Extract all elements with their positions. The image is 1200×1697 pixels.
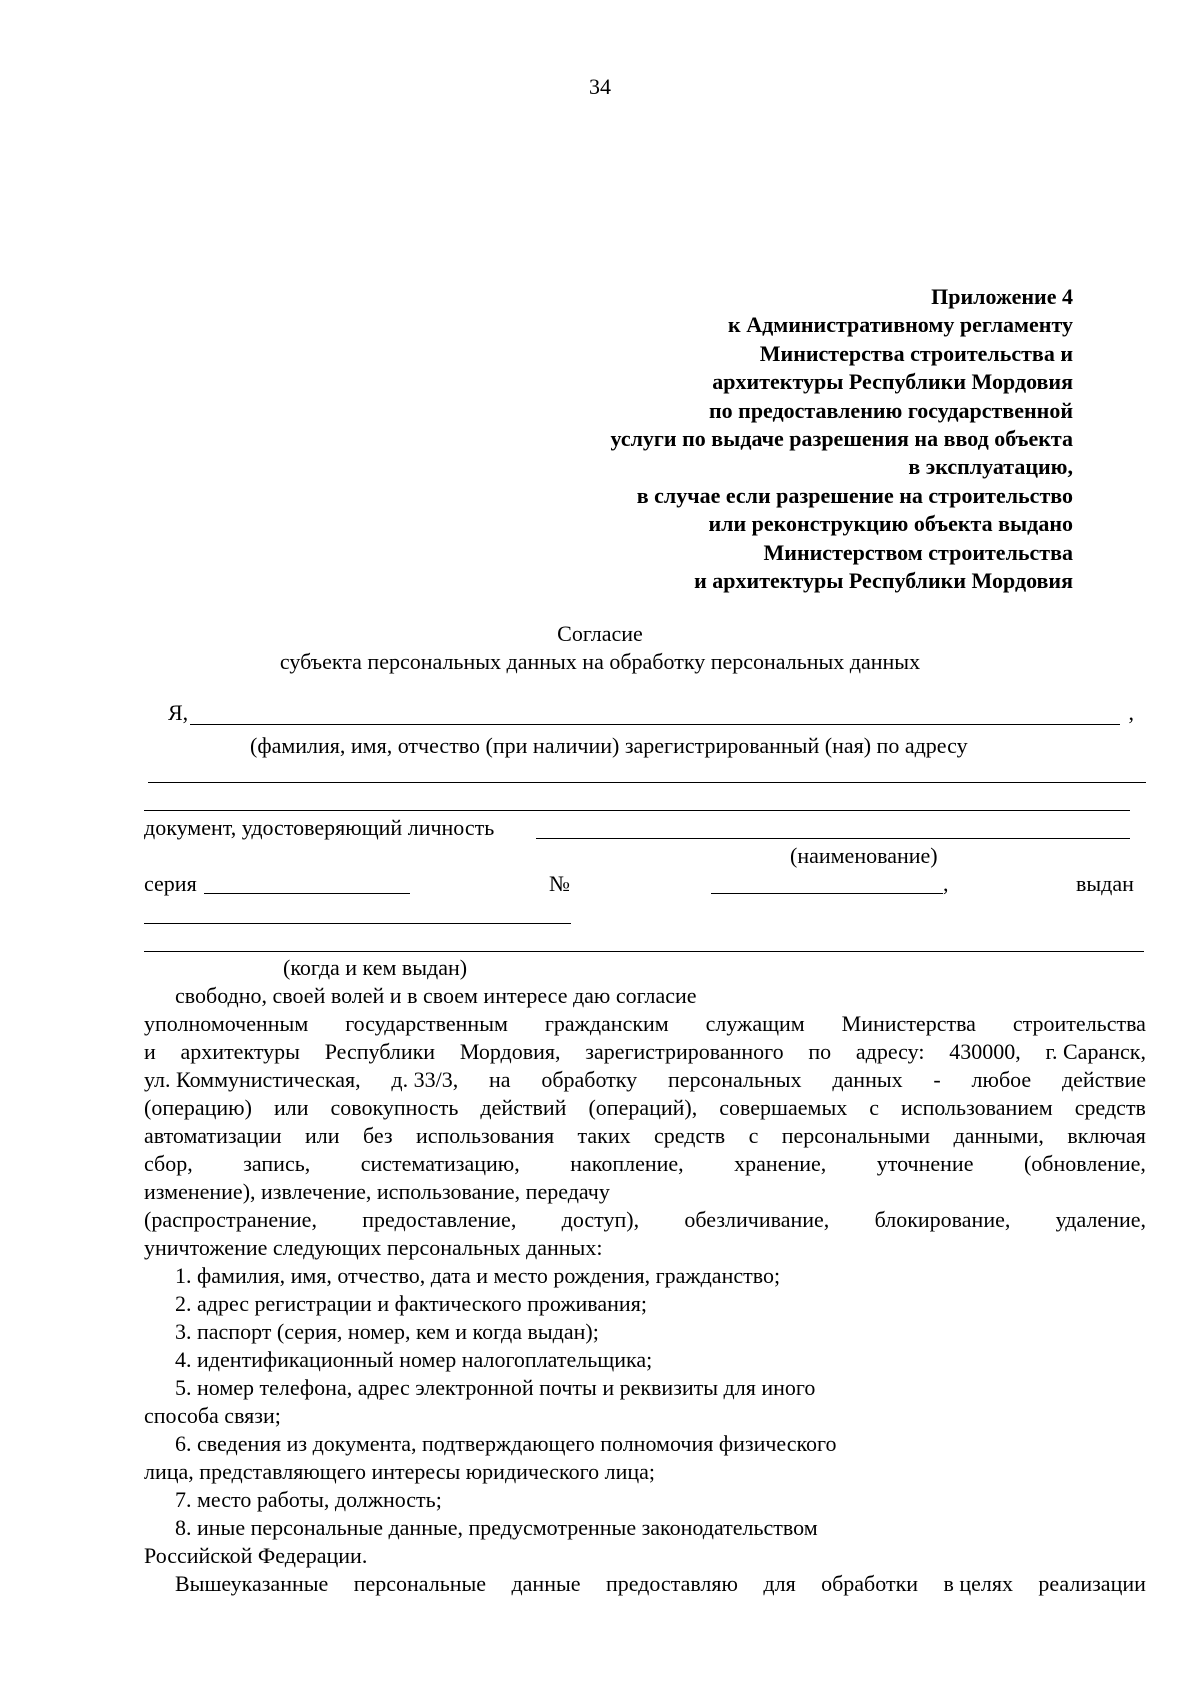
word: систематизацию, bbox=[360, 1151, 520, 1176]
ya-comma: , bbox=[1128, 700, 1134, 725]
word: г. Саранск, bbox=[1045, 1039, 1146, 1064]
word: архитектуры bbox=[180, 1039, 300, 1064]
word: действие bbox=[1061, 1067, 1146, 1092]
word: средств bbox=[1074, 1095, 1146, 1120]
appendix-line: Министерством строительства bbox=[763, 539, 1073, 565]
word: Вышеуказанные bbox=[175, 1571, 329, 1596]
word: доступ), bbox=[561, 1207, 640, 1232]
address-field-line-2[interactable] bbox=[144, 810, 1130, 811]
word: совершаемых bbox=[719, 1095, 848, 1120]
list-item: 3. паспорт (серия, номер, кем и когда выдан); bbox=[175, 1319, 599, 1344]
word: без bbox=[362, 1123, 393, 1148]
word: предоставление, bbox=[362, 1207, 517, 1232]
word: для bbox=[763, 1571, 796, 1596]
word: (операций), bbox=[588, 1095, 698, 1120]
list-item: 5. номер телефона, адрес электронной почты и реквизиты для иного bbox=[175, 1375, 816, 1400]
word: 430000, bbox=[949, 1039, 1021, 1064]
word: Республики bbox=[324, 1039, 436, 1064]
word: обезличивание, bbox=[684, 1207, 830, 1232]
word: хранение, bbox=[734, 1151, 827, 1176]
list-item: 1. фамилия, имя, отчество, дата и место рождения, гражданство; bbox=[175, 1263, 781, 1288]
word: персональных bbox=[667, 1067, 802, 1092]
word: Министерства bbox=[841, 1011, 976, 1036]
address-field-line-1[interactable] bbox=[148, 782, 1146, 783]
word: д. 33/3, bbox=[391, 1067, 459, 1092]
applicant-name-field[interactable] bbox=[190, 724, 1120, 725]
list-item: 7. место работы, должность; bbox=[175, 1487, 442, 1512]
word: (распространение, bbox=[144, 1207, 317, 1232]
consent-paragraph-line bbox=[144, 1094, 1146, 1122]
word: включая bbox=[1067, 1123, 1146, 1148]
appendix-line: или реконструкцию объекта выдано bbox=[708, 511, 1073, 537]
word: таких bbox=[577, 1123, 631, 1148]
list-item: 8. иные персональные данные, предусмотренные законодательством bbox=[175, 1515, 818, 1540]
word: или bbox=[305, 1123, 340, 1148]
applicant-name-row bbox=[168, 700, 1134, 728]
appendix-line: в эксплуатацию, bbox=[908, 454, 1073, 480]
word: строительства bbox=[1012, 1011, 1146, 1036]
list-item: 6. сведения из документа, подтверждающего полномочия физического bbox=[175, 1431, 837, 1456]
issued-label: выдан bbox=[1076, 871, 1134, 896]
list-item: 2. адрес регистрации и фактического проживания; bbox=[175, 1291, 647, 1316]
word: и bbox=[144, 1039, 156, 1064]
word: ул. Коммунистическая, bbox=[144, 1067, 361, 1092]
document-title: Согласие bbox=[557, 621, 643, 646]
word: персональные bbox=[353, 1571, 487, 1596]
word: государственным bbox=[345, 1011, 508, 1036]
word: зарегистрированного bbox=[585, 1039, 784, 1064]
word: Мордовия, bbox=[459, 1039, 561, 1064]
appendix-line: Министерства строительства и bbox=[759, 340, 1073, 366]
word: удаление, bbox=[1055, 1207, 1146, 1232]
number-field[interactable] bbox=[711, 893, 943, 894]
word: или bbox=[273, 1095, 309, 1120]
word: сбор, bbox=[144, 1151, 193, 1176]
consent-intro: свободно, своей волей и в своем интересе даю согласие bbox=[175, 983, 697, 1008]
word: на bbox=[488, 1067, 511, 1092]
issued-field-line-1[interactable] bbox=[144, 923, 571, 924]
id-document-field[interactable] bbox=[536, 838, 1130, 839]
appendix-line: и архитектуры Республики Мордовия bbox=[694, 568, 1073, 594]
word: (операцию) bbox=[144, 1095, 252, 1120]
word: использования bbox=[415, 1123, 555, 1148]
number-label: № bbox=[549, 871, 570, 896]
page-number: 34 bbox=[589, 74, 611, 99]
word: автоматизации bbox=[144, 1123, 282, 1148]
word: обработки bbox=[821, 1571, 919, 1596]
number-comma: , bbox=[943, 871, 949, 896]
list-item-continuation: лица, представляющего интересы юридического лица; bbox=[144, 1459, 656, 1484]
word: служащим bbox=[705, 1011, 805, 1036]
consent-line-7: изменение), извлечение, использование, передачу bbox=[144, 1179, 610, 1204]
consent-paragraph-line bbox=[144, 1122, 1146, 1150]
document-subtitle: субъекта персональных данных на обработку персональных данных bbox=[279, 649, 921, 674]
word: гражданским bbox=[544, 1011, 669, 1036]
appendix-line: в случае если разрешение на строительство bbox=[636, 482, 1073, 508]
appendix-line: услуги по выдаче разрешения на ввод объекта bbox=[610, 426, 1073, 452]
id-document-caption: (наименование) bbox=[790, 843, 938, 868]
consent-paragraph-line bbox=[144, 1150, 1146, 1178]
word: блокирование, bbox=[874, 1207, 1011, 1232]
consent-paragraph-line bbox=[144, 1010, 1146, 1038]
list-item-continuation: Российской Федерации. bbox=[144, 1543, 368, 1568]
appendix-line: по предоставлению государственной bbox=[708, 397, 1073, 423]
word: действий bbox=[480, 1095, 567, 1120]
word: адресу: bbox=[855, 1039, 925, 1064]
word: - bbox=[933, 1067, 941, 1092]
appendix-line: к Административному регламенту bbox=[728, 312, 1073, 338]
word: данных bbox=[832, 1067, 903, 1092]
issued-caption: (когда и кем выдан) bbox=[283, 955, 468, 980]
word: с bbox=[748, 1123, 759, 1148]
consent-paragraph-line bbox=[144, 1066, 1146, 1094]
list-item: 4. идентификационный номер налогоплательщика; bbox=[175, 1347, 653, 1372]
consent-last-line bbox=[175, 1570, 1146, 1598]
word: с bbox=[869, 1095, 880, 1120]
appendix-line: архитектуры Республики Мордовия bbox=[712, 369, 1073, 395]
fio-caption: (фамилия, имя, отчество (при наличии) зарегистрированный (ная) по адресу bbox=[250, 733, 968, 758]
word: реализации bbox=[1038, 1571, 1146, 1596]
word: предоставляю bbox=[605, 1571, 738, 1596]
list-item-continuation: способа связи; bbox=[144, 1403, 281, 1428]
word: данные bbox=[511, 1571, 581, 1596]
word: совокупность bbox=[330, 1095, 459, 1120]
consent-paragraph-line bbox=[144, 1038, 1146, 1066]
word: в целях bbox=[943, 1571, 1013, 1596]
consent-paragraph-line bbox=[144, 1206, 1146, 1234]
word: уточнение bbox=[876, 1151, 974, 1176]
appendix-line: Приложение 4 bbox=[931, 284, 1073, 309]
word: накопление, bbox=[570, 1151, 684, 1176]
consent-line-9: уничтожение следующих персональных данных: bbox=[144, 1235, 603, 1260]
word: любое bbox=[971, 1067, 1032, 1092]
series-label: серия bbox=[144, 871, 197, 896]
id-document-label: документ, удостоверяющий личность bbox=[144, 815, 495, 840]
series-field[interactable] bbox=[204, 893, 410, 894]
word: (обновление, bbox=[1023, 1151, 1146, 1176]
word: персональными bbox=[781, 1123, 931, 1148]
word: обработку bbox=[541, 1067, 638, 1092]
issued-field-line-2[interactable] bbox=[144, 951, 1144, 952]
word: уполномоченным bbox=[144, 1011, 309, 1036]
appendix-header bbox=[433, 283, 1073, 595]
word: запись, bbox=[243, 1151, 311, 1176]
word: данными, bbox=[953, 1123, 1044, 1148]
word: по bbox=[808, 1039, 832, 1064]
ya-label: Я, bbox=[168, 700, 189, 725]
word: использованием bbox=[901, 1095, 1053, 1120]
word: средств bbox=[654, 1123, 726, 1148]
